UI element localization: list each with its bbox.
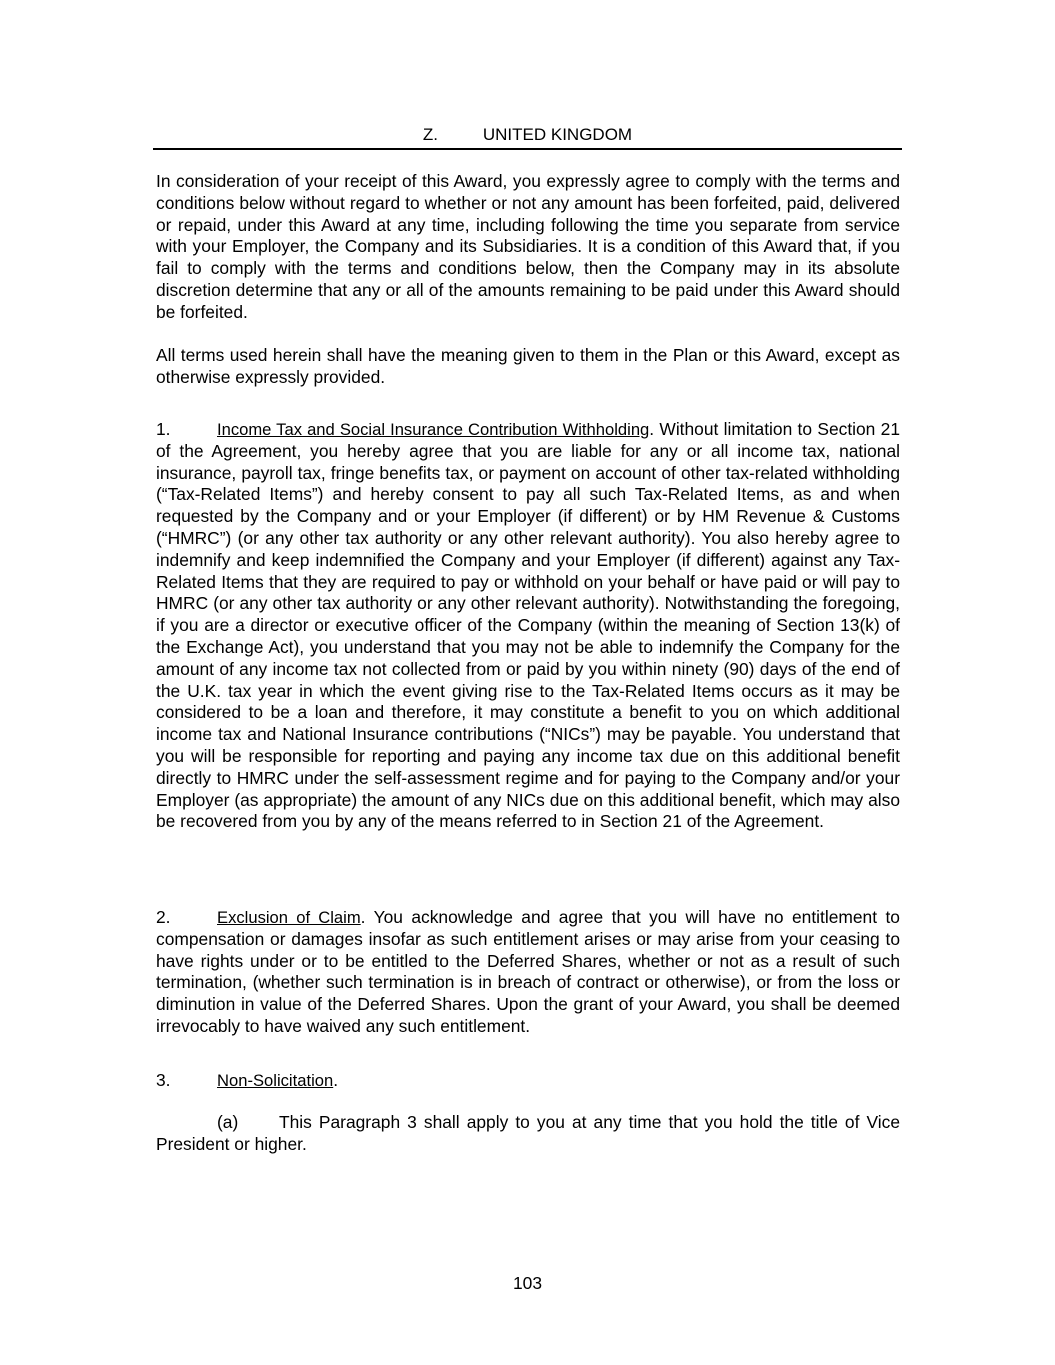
heading-title: UNITED KINGDOM (482, 125, 633, 144)
section-3a-text: This Paragraph 3 shall apply to you at any time that you hold the title of Vice President or higher. (156, 1112, 900, 1154)
section-2-paragraph (156, 907, 900, 1038)
section-1-number: 1. (156, 419, 171, 439)
intro-paragraph-2: All terms used herein shall have the meaning given to them in the Plan or this Award, except as otherwise expressly provided. (156, 345, 900, 387)
section-2-title: Exclusion of Claim (217, 908, 361, 927)
section-3-number: 3. (156, 1070, 171, 1090)
section-2-body: . You acknowledge and agree that you will have no entitlement to compensation or damages insofar as such entitlement arises or may arise from your ceasing to have rights under or to be entitled to the Deferred Shares, whether or not as a result of such termination, (whether such termination is in breach of contract or otherwise), or from the loss or diminution in value of the Deferred Shares. Upon the grant of your Award, you shall be deemed irrevocably to have waived any such entitlement. (156, 907, 900, 1036)
section-1-title: Income Tax and Social Insurance Contribution Withholding (217, 420, 650, 439)
intro-paragraph-1: In consideration of your receipt of this Award, you expressly agree to comply with the terms and conditions below without regard to whether or not any amount has been forfeited, paid, delivered or repaid, under this Award at any time, including following the time you separate from service with your Employer, the Company and its Subsidiaries. It is a condition of this Award that, if you fail to comply with the terms and conditions below, then the Company may in its absolute discretion determine that any or all of the amounts remaining to be paid under this Award should be forfeited. (156, 171, 900, 322)
section-3a-label: (a) (217, 1112, 239, 1132)
section-heading (153, 124, 902, 150)
section-3-paragraph (156, 1070, 900, 1092)
section-3-body: . (333, 1070, 339, 1090)
page-number: 103 (512, 1273, 542, 1293)
section-3-title: Non-Solicitation (217, 1071, 334, 1090)
section-3a-paragraph (156, 1112, 900, 1156)
heading-letter: Z. (422, 125, 438, 144)
section-1-body: . Without limitation to Section 21 of the Agreement, you hereby agree that you are liable for any or all income tax, national insurance, payroll tax, fringe benefits tax, or payment on account of other tax-related withholding (“Tax-Related Items”) and hereby consent to pay all such Tax-Related Items, as and when requested by the Company and or your Employer (if different) or by HM Revenue & Customs (“HMRC”) (or any other tax authority or any other relevant authority). You also hereby agree to indemnify and keep indemnified the Company and your Employer (if different) against any Tax-Related Items that they are required to pay or withhold on your behalf or have paid or will pay to HMRC (or any other tax authority or any other relevant authority). Notwithstanding the foregoing, if you are a director or executive officer of the Company (within the meaning of Section 13(k) of the Exchange Act), you understand that you may not be able to indemnify the Company for the amount of any income tax not collected from or paid by you within ninety (90) days of the end of the U.K. tax year in which the event giving rise to the Tax-Related Items occurs as it may be considered to be a loan and therefore, it may constitute a benefit to you on which additional income tax and National Insurance contributions (“NICs”) may be payable. You understand that you will be responsible for reporting and paying any income tax due on this additional benefit directly to HMRC under the self-assessment regime and for paying to the Company and/or your Employer (as appropriate) the amount of any NICs due on this additional benefit, which may also be recovered from you by any of the means referred to in Section 21 of the Agreement. (156, 419, 900, 832)
section-2-number: 2. (156, 907, 171, 927)
section-1-paragraph (156, 419, 900, 833)
